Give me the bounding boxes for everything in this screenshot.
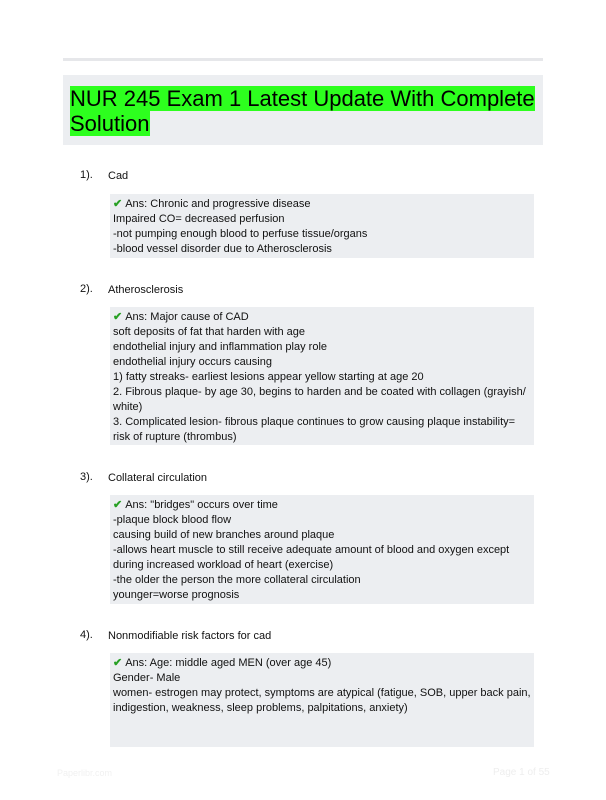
answer-line: women- estrogen may protect, symptoms are atypical (fatigue, SOB, upper back pain, indigestion, weakness, sleep problems, palpitations, anxiety)	[113, 687, 531, 714]
answer-line: ✔ Ans: Major cause of CAD	[113, 311, 249, 323]
answer-line: soft deposits of fat that harden with age	[113, 326, 306, 338]
answer-line: endothelial injury and inflammation play role	[113, 341, 328, 353]
question-text: Atherosclerosis	[108, 284, 184, 296]
answer-line: Impaired CO= decreased perfusion	[113, 213, 285, 225]
checkmark-icon: ✔	[113, 198, 123, 210]
question-number: 4).	[80, 629, 93, 641]
answer-line: -plaque block blood flow	[113, 514, 232, 526]
question-number: 2).	[80, 283, 93, 295]
answer-line: -not pumping enough blood to perfuse tissue/organs	[113, 228, 368, 240]
answer-line: 1) fatty streaks- earliest lesions appear yellow starting at age 20	[113, 371, 424, 383]
checkmark-icon: ✔	[113, 311, 123, 323]
checkmark-icon: ✔	[113, 657, 123, 669]
answer-line: Gender- Male	[113, 672, 181, 684]
question-text: Nonmodifiable risk factors for cad	[108, 630, 272, 642]
answer-box	[110, 194, 534, 258]
answer-line: younger=worse prognosis	[113, 589, 240, 601]
answer-box	[110, 495, 534, 604]
answer-line: endothelial injury occurs causing	[113, 356, 272, 368]
answer-line: ✔ Ans: Age: middle aged MEN (over age 45)	[113, 657, 332, 669]
title-highlight: NUR 245 Exam 1 Latest Update With Complete Solution	[70, 86, 535, 136]
answer-line: ✔ Ans: Chronic and progressive disease	[113, 198, 311, 210]
answer-line: -allows heart muscle to still receive adequate amount of blood and oxygen except during increased workload of heart (exercise)	[113, 544, 510, 571]
answer-line: -blood vessel disorder due to Atherosclerosis	[113, 243, 332, 255]
question-number: 1).	[80, 169, 93, 181]
answer-line: causing build of new branches around plaque	[113, 529, 335, 541]
page-number: Page 1 of 55	[493, 767, 550, 778]
footer-watermark: Paperlibr.com	[57, 768, 113, 778]
answer-line: -the older the person the more collateral circulation	[113, 574, 361, 586]
answer-box	[110, 307, 534, 445]
checkmark-icon: ✔	[113, 499, 123, 511]
question-text: Collateral circulation	[108, 472, 208, 484]
document-title	[70, 86, 536, 136]
answer-box	[110, 653, 534, 747]
answer-line: 3. Complicated lesion- fibrous plaque continues to grow causing plaque instability= risk of rupture (thrombus)	[113, 416, 516, 443]
answer-line: 2. Fibrous plaque- by age 30, begins to harden and be coated with collagen (grayish/ white)	[113, 386, 526, 413]
answer-line: ✔ Ans: "bridges" occurs over time	[113, 499, 278, 511]
question-number: 3).	[80, 471, 93, 483]
top-divider	[63, 58, 543, 61]
question-text: Cad	[108, 170, 129, 182]
